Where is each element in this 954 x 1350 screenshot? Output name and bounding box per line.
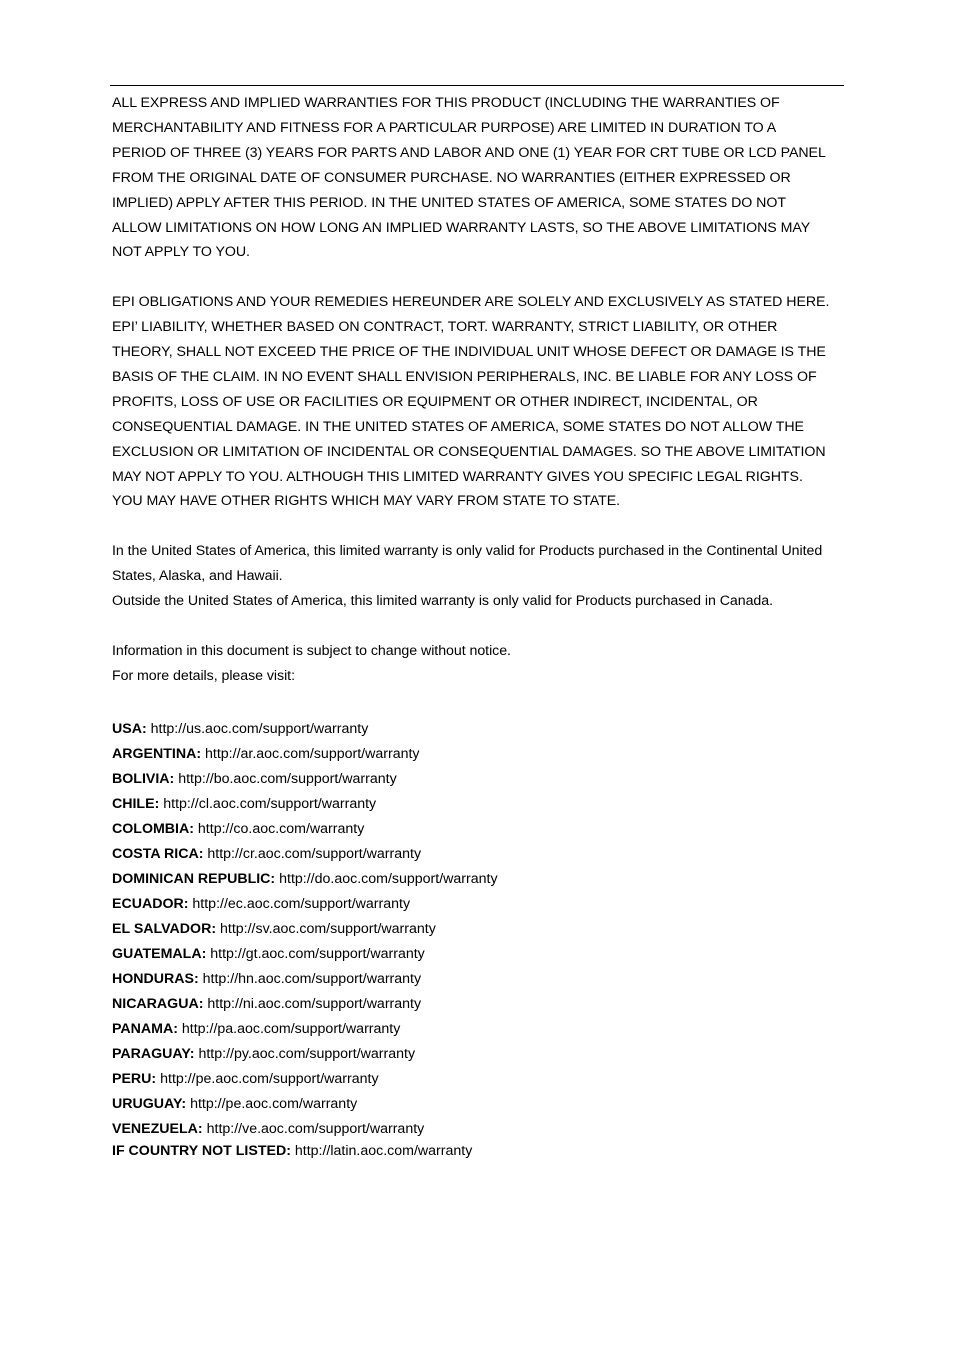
- warranty-link[interactable]: http://ni.aoc.com/support/warranty: [207, 996, 422, 1012]
- warranty-link[interactable]: http://sv.aoc.com/support/warranty: [220, 921, 436, 937]
- warranty-link[interactable]: http://bo.aoc.com/support/warranty: [178, 771, 397, 787]
- paragraph-line: EPI OBLIGATIONS AND YOUR REMEDIES HEREUNDER ARE SOLELY AND EXCLUSIVELY AS STATED HERE.: [112, 294, 830, 311]
- country-label: NICARAGUA:: [112, 996, 204, 1012]
- country-link-row: [112, 867, 852, 892]
- paragraph-line: ALL EXPRESS AND IMPLIED WARRANTIES FOR THIS PRODUCT (INCLUDING THE WARRANTIES OF: [112, 95, 780, 111]
- country-link-row: [112, 817, 852, 842]
- paragraph-line: MERCHANTABILITY AND FITNESS FOR A PARTICULAR PURPOSE) ARE LIMITED IN DURATION TO A: [112, 119, 777, 136]
- country-link-row: [112, 767, 852, 792]
- country-label: USA:: [112, 721, 147, 737]
- warranty-link[interactable]: http://latin.aoc.com/warranty: [294, 1143, 473, 1159]
- country-label: ARGENTINA:: [112, 746, 202, 762]
- paragraph-line: BASIS OF THE CLAIM. IN NO EVENT SHALL ENVISION PERIPHERALS, INC. BE LIABLE FOR ANY LOSS OF: [112, 368, 817, 385]
- country-label: CHILE:: [112, 796, 160, 812]
- country-link-row: [112, 942, 852, 967]
- paragraph-line: EPI’ LIABILITY, WHETHER BASED ON CONTRACT, TORT. WARRANTY, STRICT LIABILITY, OR OTHER: [112, 319, 778, 336]
- paragraph-line: MAY NOT APPLY TO YOU. ALTHOUGH THIS LIMITED WARRANTY GIVES YOU SPECIFIC LEGAL RIGHTS.: [112, 468, 803, 485]
- country-link-row: [112, 742, 852, 767]
- country-label: COLOMBIA:: [112, 821, 194, 837]
- paragraph-line: YOU MAY HAVE OTHER RIGHTS WHICH MAY VARY FROM STATE TO STATE.: [112, 493, 621, 510]
- country-label: ECUADOR:: [112, 896, 189, 912]
- warranty-link[interactable]: http://pe.aoc.com/warranty: [190, 1096, 358, 1112]
- paragraph-line: IMPLIED) APPLY AFTER THIS PERIOD. IN THE UNITED STATES OF AMERICA, SOME STATES DO NOT: [112, 194, 786, 211]
- country-label: DOMINICAN REPUBLIC:: [112, 871, 276, 887]
- country-label: COSTA RICA:: [112, 846, 204, 862]
- country-link-row: [112, 892, 852, 917]
- paragraph-spacer: [112, 614, 852, 639]
- liability-paragraph: [112, 290, 852, 514]
- paragraph-spacer: [112, 514, 852, 539]
- warranty-link[interactable]: http://co.aoc.com/warranty: [197, 821, 365, 837]
- paragraph-line: PROFITS, LOSS OF USE OR FACILITIES OR EQUIPMENT OR OTHER INDIRECT, INCIDENTAL, OR: [112, 393, 758, 410]
- country-label: PANAMA:: [112, 1021, 178, 1037]
- country-link-row: [112, 842, 852, 867]
- validity-paragraph: [112, 539, 852, 614]
- paragraph-line: THEORY, SHALL NOT EXCEED THE PRICE OF THE INDIVIDUAL UNIT WHOSE DEFECT OR DAMAGE IS THE: [112, 344, 826, 361]
- country-link-row: [112, 1067, 852, 1092]
- warranty-link[interactable]: http://hn.aoc.com/support/warranty: [202, 971, 422, 987]
- country-label: EL SALVADOR:: [112, 921, 217, 937]
- country-label: BOLIVIA:: [112, 771, 175, 787]
- implied-warranties-paragraph: [112, 91, 852, 265]
- country-label: PARAGUAY:: [112, 1046, 195, 1062]
- country-link-row: [112, 717, 852, 742]
- warranty-text: [112, 91, 852, 689]
- paragraph-line: NOT APPLY TO YOU.: [112, 244, 250, 261]
- country-label: GUATEMALA:: [112, 946, 207, 962]
- paragraph-line: For more details, please visit:: [112, 667, 295, 684]
- country-link-row: [112, 1092, 852, 1117]
- paragraph-line: ALLOW LIMITATIONS ON HOW LONG AN IMPLIED WARRANTY LASTS, SO THE ABOVE LIMITATIONS MAY: [112, 219, 811, 236]
- warranty-link[interactable]: http://us.aoc.com/support/warranty: [150, 721, 369, 737]
- country-link-row: [112, 992, 852, 1017]
- country-label: IF COUNTRY NOT LISTED:: [112, 1143, 291, 1159]
- warranty-link[interactable]: http://ec.aoc.com/support/warranty: [192, 896, 411, 912]
- warranty-link[interactable]: http://pa.aoc.com/support/warranty: [181, 1021, 401, 1037]
- country-label: VENEZUELA:: [112, 1121, 203, 1137]
- warranty-link[interactable]: http://gt.aoc.com/support/warranty: [210, 946, 425, 962]
- paragraph-line: CONSEQUENTIAL DAMAGE. IN THE UNITED STATES OF AMERICA, SOME STATES DO NOT ALLOW THE: [112, 418, 804, 435]
- paragraph-line: In the United States of America, this limited warranty is only valid for Products purchased in the Continental United: [112, 543, 823, 560]
- country-label: PERU:: [112, 1071, 157, 1087]
- header-rule: [110, 85, 844, 86]
- warranty-link[interactable]: http://py.aoc.com/support/warranty: [198, 1046, 416, 1062]
- paragraph-line: Information in this document is subject to change without notice.: [112, 642, 511, 659]
- warranty-link[interactable]: http://cr.aoc.com/support/warranty: [207, 846, 422, 862]
- paragraph-spacer: [112, 265, 852, 290]
- country-label: HONDURAS:: [112, 971, 199, 987]
- country-link-row: [112, 967, 852, 992]
- warranty-link[interactable]: http://cl.aoc.com/support/warranty: [163, 796, 377, 812]
- warranty-link[interactable]: http://do.aoc.com/support/warranty: [279, 871, 498, 887]
- warranty-link[interactable]: http://pe.aoc.com/support/warranty: [160, 1071, 379, 1087]
- country-warranty-links: [112, 717, 852, 1159]
- country-link-row: [112, 1117, 852, 1142]
- paragraph-line: Outside the United States of America, this limited warranty is only valid for Products purchased in Canada.: [112, 593, 773, 610]
- country-link-row: [112, 792, 852, 817]
- paragraph-line: States, Alaska, and Hawaii.: [112, 568, 283, 585]
- warranty-link[interactable]: http://ve.aoc.com/support/warranty: [206, 1121, 425, 1137]
- country-link-row: [112, 1144, 852, 1159]
- country-link-row: [112, 1017, 852, 1042]
- notice-paragraph: [112, 639, 852, 689]
- country-label: URUGUAY:: [112, 1096, 187, 1112]
- paragraph-line: FROM THE ORIGINAL DATE OF CONSUMER PURCHASE. NO WARRANTIES (EITHER EXPRESSED OR: [112, 169, 791, 186]
- warranty-link[interactable]: http://ar.aoc.com/support/warranty: [205, 746, 420, 762]
- country-link-row: [112, 917, 852, 942]
- country-link-row: [112, 1042, 852, 1067]
- paragraph-line: EXCLUSION OR LIMITATION OF INCIDENTAL OR CONSEQUENTIAL DAMAGES. SO THE ABOVE LIMITATION: [112, 443, 826, 460]
- paragraph-line: PERIOD OF THREE (3) YEARS FOR PARTS AND LABOR AND ONE (1) YEAR FOR CRT TUBE OR LCD PANEL: [112, 144, 826, 161]
